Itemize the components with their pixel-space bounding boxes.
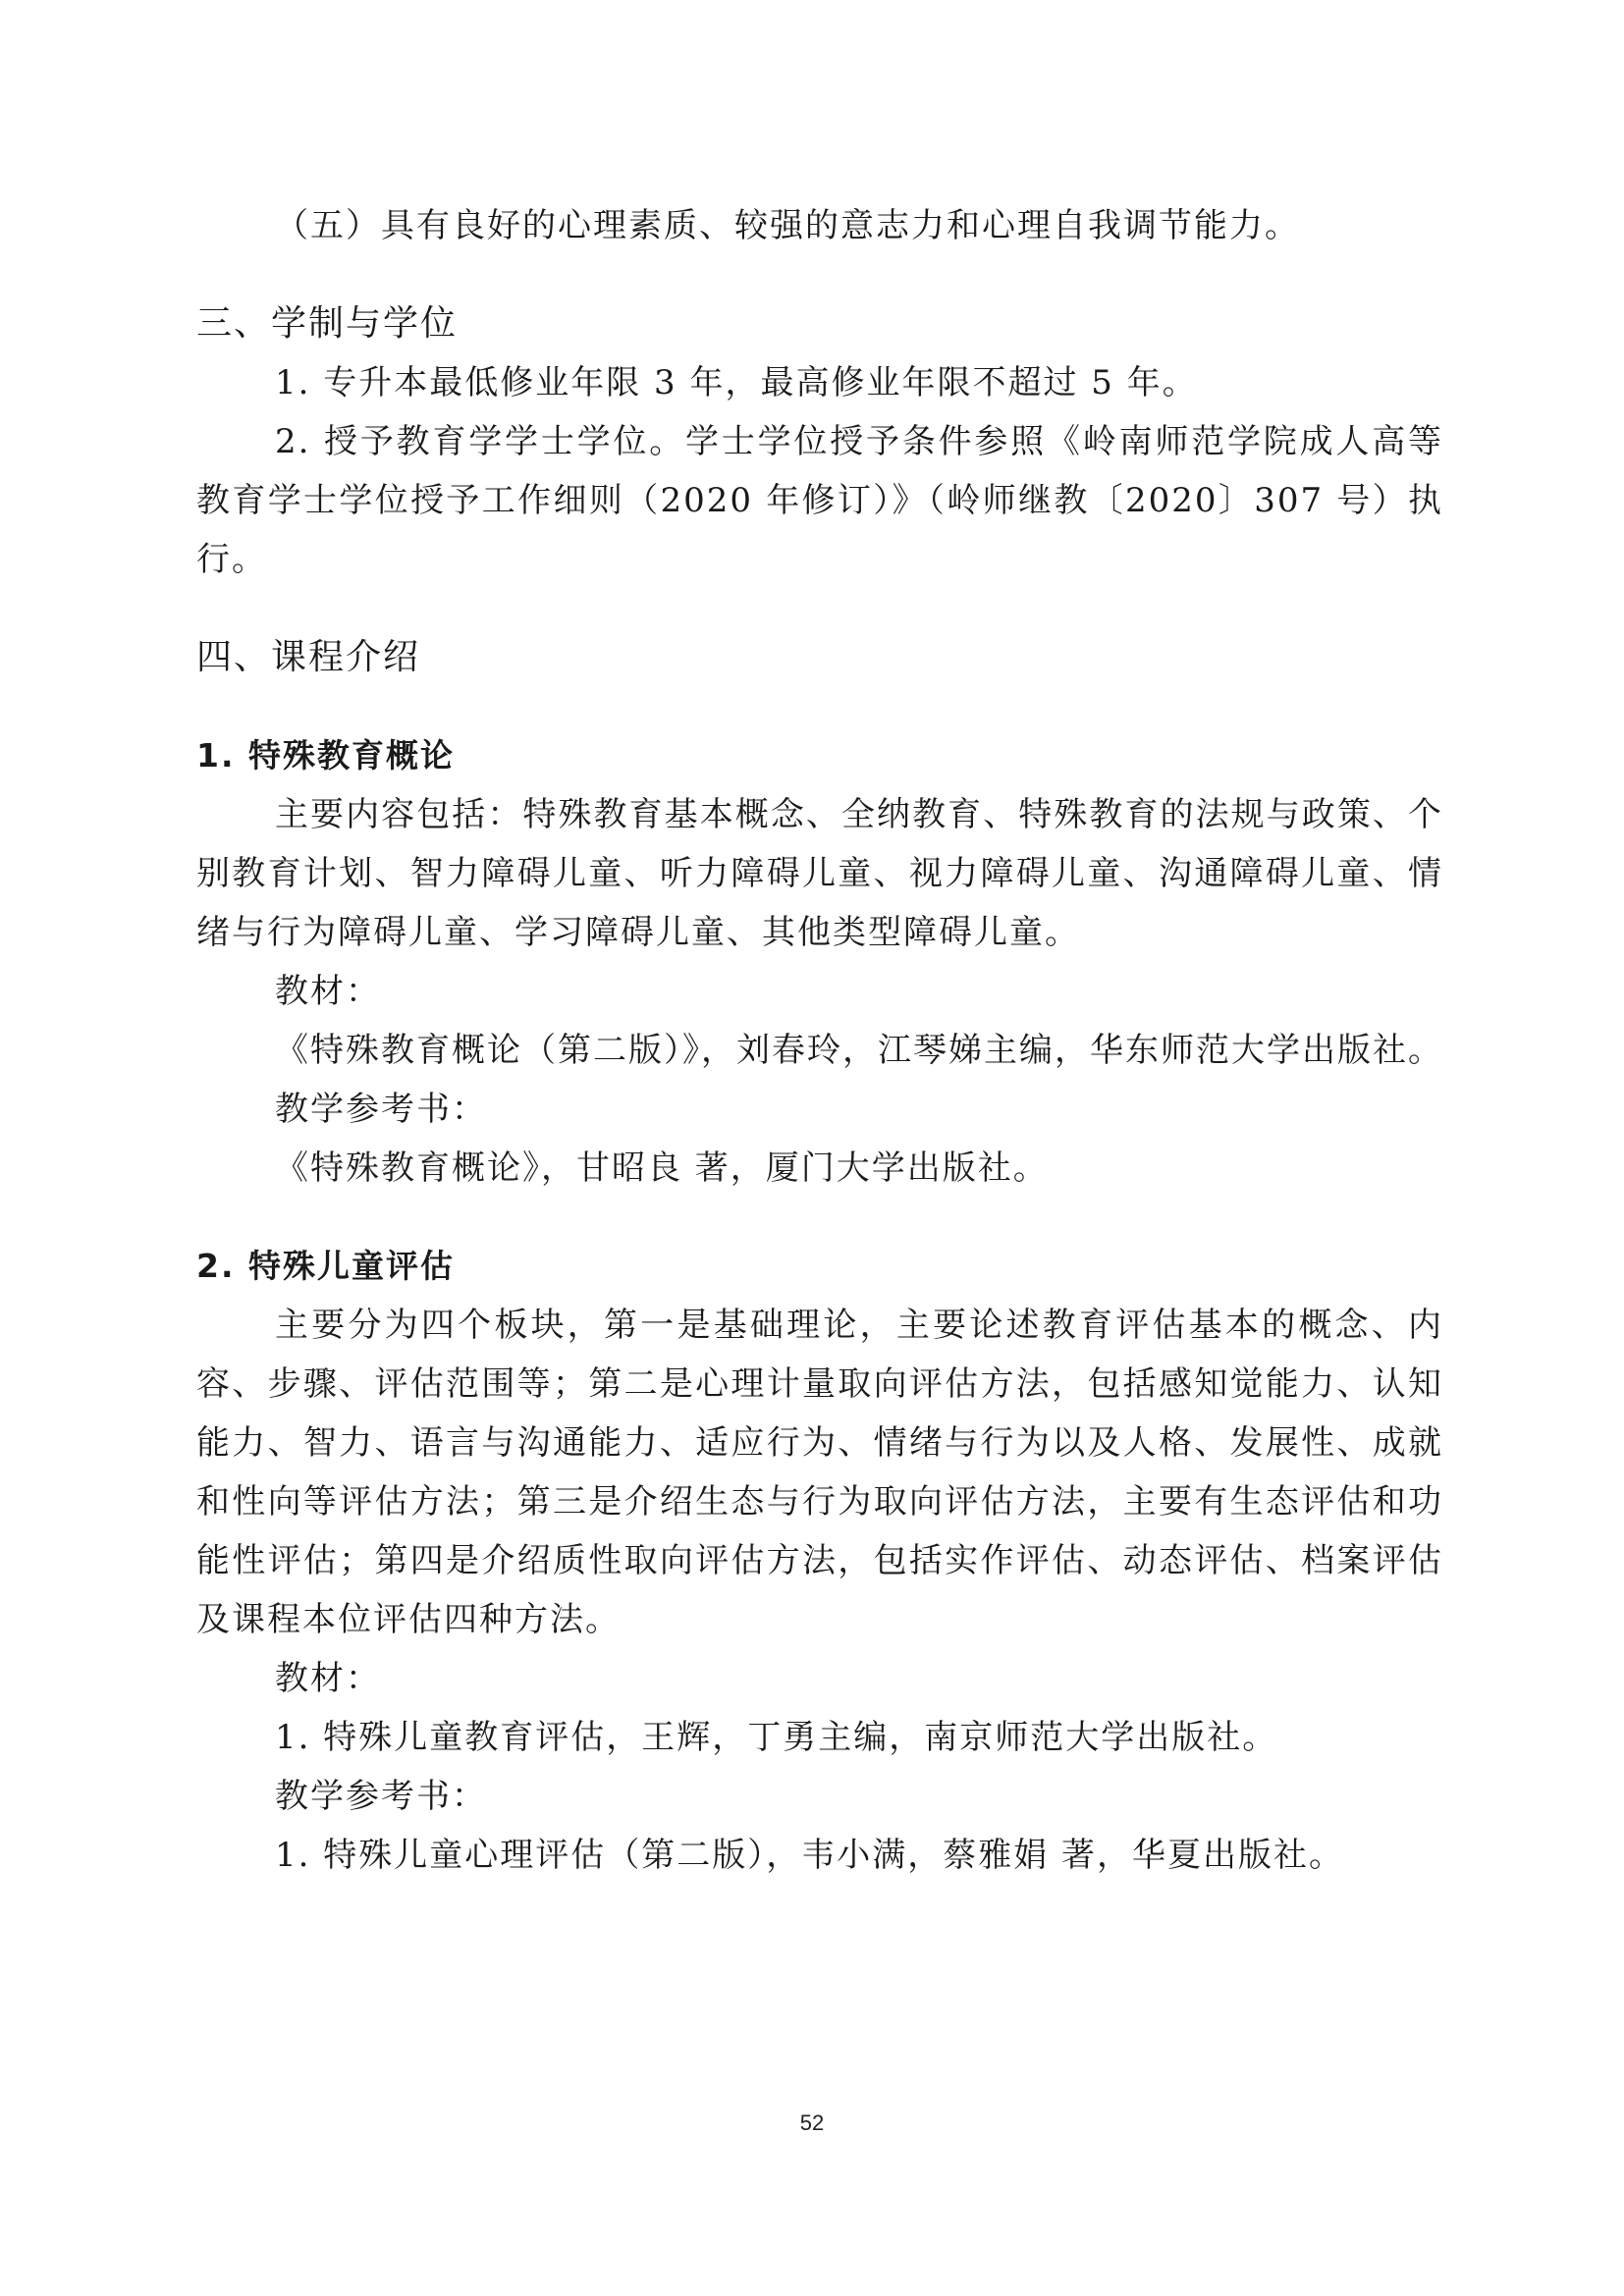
section3-heading: 三、学制与学位: [196, 303, 459, 344]
section2-item5: （五）具有良好的心理素质、较强的意志力和心理自我调节能力。: [275, 206, 1300, 245]
course2-title: 2. 特殊儿童评估: [196, 1247, 455, 1285]
course2-textbook-label: 教材：: [275, 1659, 381, 1698]
course2-textbook: 1. 特殊儿童教育评估，王辉，丁勇主编，南京师范大学出版社。: [275, 1718, 1278, 1757]
course1-reference: 《特殊教育概论》，甘昭良 著，厦门大学出版社。: [275, 1148, 1049, 1188]
course1-textbook: 《特殊教育概论（第二版）》，刘春玲，江琴娣主编，华东师范大学出版社。: [275, 1031, 1443, 1070]
course1-content: 主要内容包括：特殊教育基本概念、全纳教育、特殊教育的法规与政策、个别教育计划、智力障碍儿童、听力障碍儿童、视力障碍儿童、沟通障碍儿童、情绪与行为障碍儿童、学习障碍儿童、其他类型障碍儿童。: [196, 795, 1443, 952]
course2-content: 主要分为四个板块，第一是基础理论，主要论述教育评估基本的概念、内容、步骤、评估范围等；第二是心理计量取向评估方法，包括感知觉能力、认知能力、智力、语言与沟通能力、适应行为、情绪与行为以及人格、发展性、成就和性向等评估方法；第三是介绍生态与行为取向评估方法，主要有生态评估和功能性评估；第四是介绍质性取向评估方法，包括实作评估、动态评估、档案评估及课程本位评估四种方法。: [196, 1306, 1443, 1639]
section3-item1: 1. 专升本最低修业年限 3 年，最高修业年限不超过 5 年。: [275, 363, 1198, 402]
section3-item2: 2. 授予教育学学士学位。学士学位授予条件参照《岭南师范学院成人高等教育学士学位授予工作细则（2020 年修订）》（岭师继教〔2020〕307 号）执行。: [196, 422, 1443, 579]
course1-title: 1. 特殊教育概论: [196, 736, 455, 774]
course1-reference-label: 教学参考书：: [275, 1090, 487, 1129]
course2-reference: 1. 特殊儿童心理评估（第二版），韦小满，蔡雅娟 著，华夏出版社。: [275, 1836, 1345, 1875]
section4-heading: 四、课程介绍: [196, 637, 421, 677]
page-number: 52: [799, 2110, 825, 2135]
course2-reference-label: 教学参考书：: [275, 1777, 487, 1816]
document-page: [196, 196, 1443, 1885]
course1-textbook-label: 教材：: [275, 972, 381, 1011]
